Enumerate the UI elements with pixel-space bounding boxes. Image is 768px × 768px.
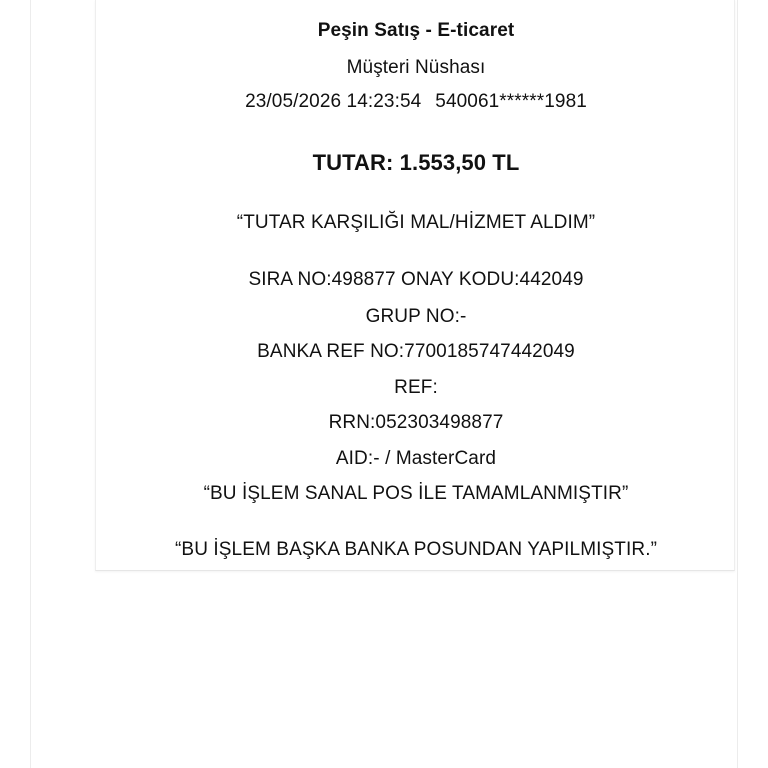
- rrn-line: RRN:052303498877: [328, 412, 504, 433]
- ref-line: REF:: [394, 377, 438, 398]
- receipt-card: [95, 0, 735, 571]
- copy-label: Müşteri Nüshası: [346, 57, 486, 78]
- amount-total: TUTAR: 1.553,50 TL: [312, 150, 520, 175]
- group-no-line: GRUP NO:-: [365, 306, 467, 327]
- sequence-approval-line: SIRA NO:498877 ONAY KODU:442049: [248, 269, 584, 290]
- page-sheet: [30, 0, 738, 768]
- masked-card-number: 540061******1981: [435, 91, 587, 112]
- transaction-datetime: 23/05/2026 14:23:54: [245, 91, 422, 112]
- aid-network-line: AID:- / MasterCard: [335, 448, 497, 469]
- datetime-card-line: [96, 90, 736, 114]
- bank-ref-line: BANKA REF NO:7700185747442049: [257, 341, 575, 362]
- other-bank-note: “BU İŞLEM BAŞKA BANKA POSUNDAN YAPILMIŞTIR.”: [175, 539, 657, 560]
- acknowledgement-text: “TUTAR KARŞILIĞI MAL/HİZMET ALDIM”: [236, 212, 596, 233]
- virtual-pos-note: “BU İŞLEM SANAL POS İLE TAMAMLANMIŞTIR”: [203, 483, 629, 504]
- receipt-title: Peşin Satış - E-ticaret: [317, 20, 515, 41]
